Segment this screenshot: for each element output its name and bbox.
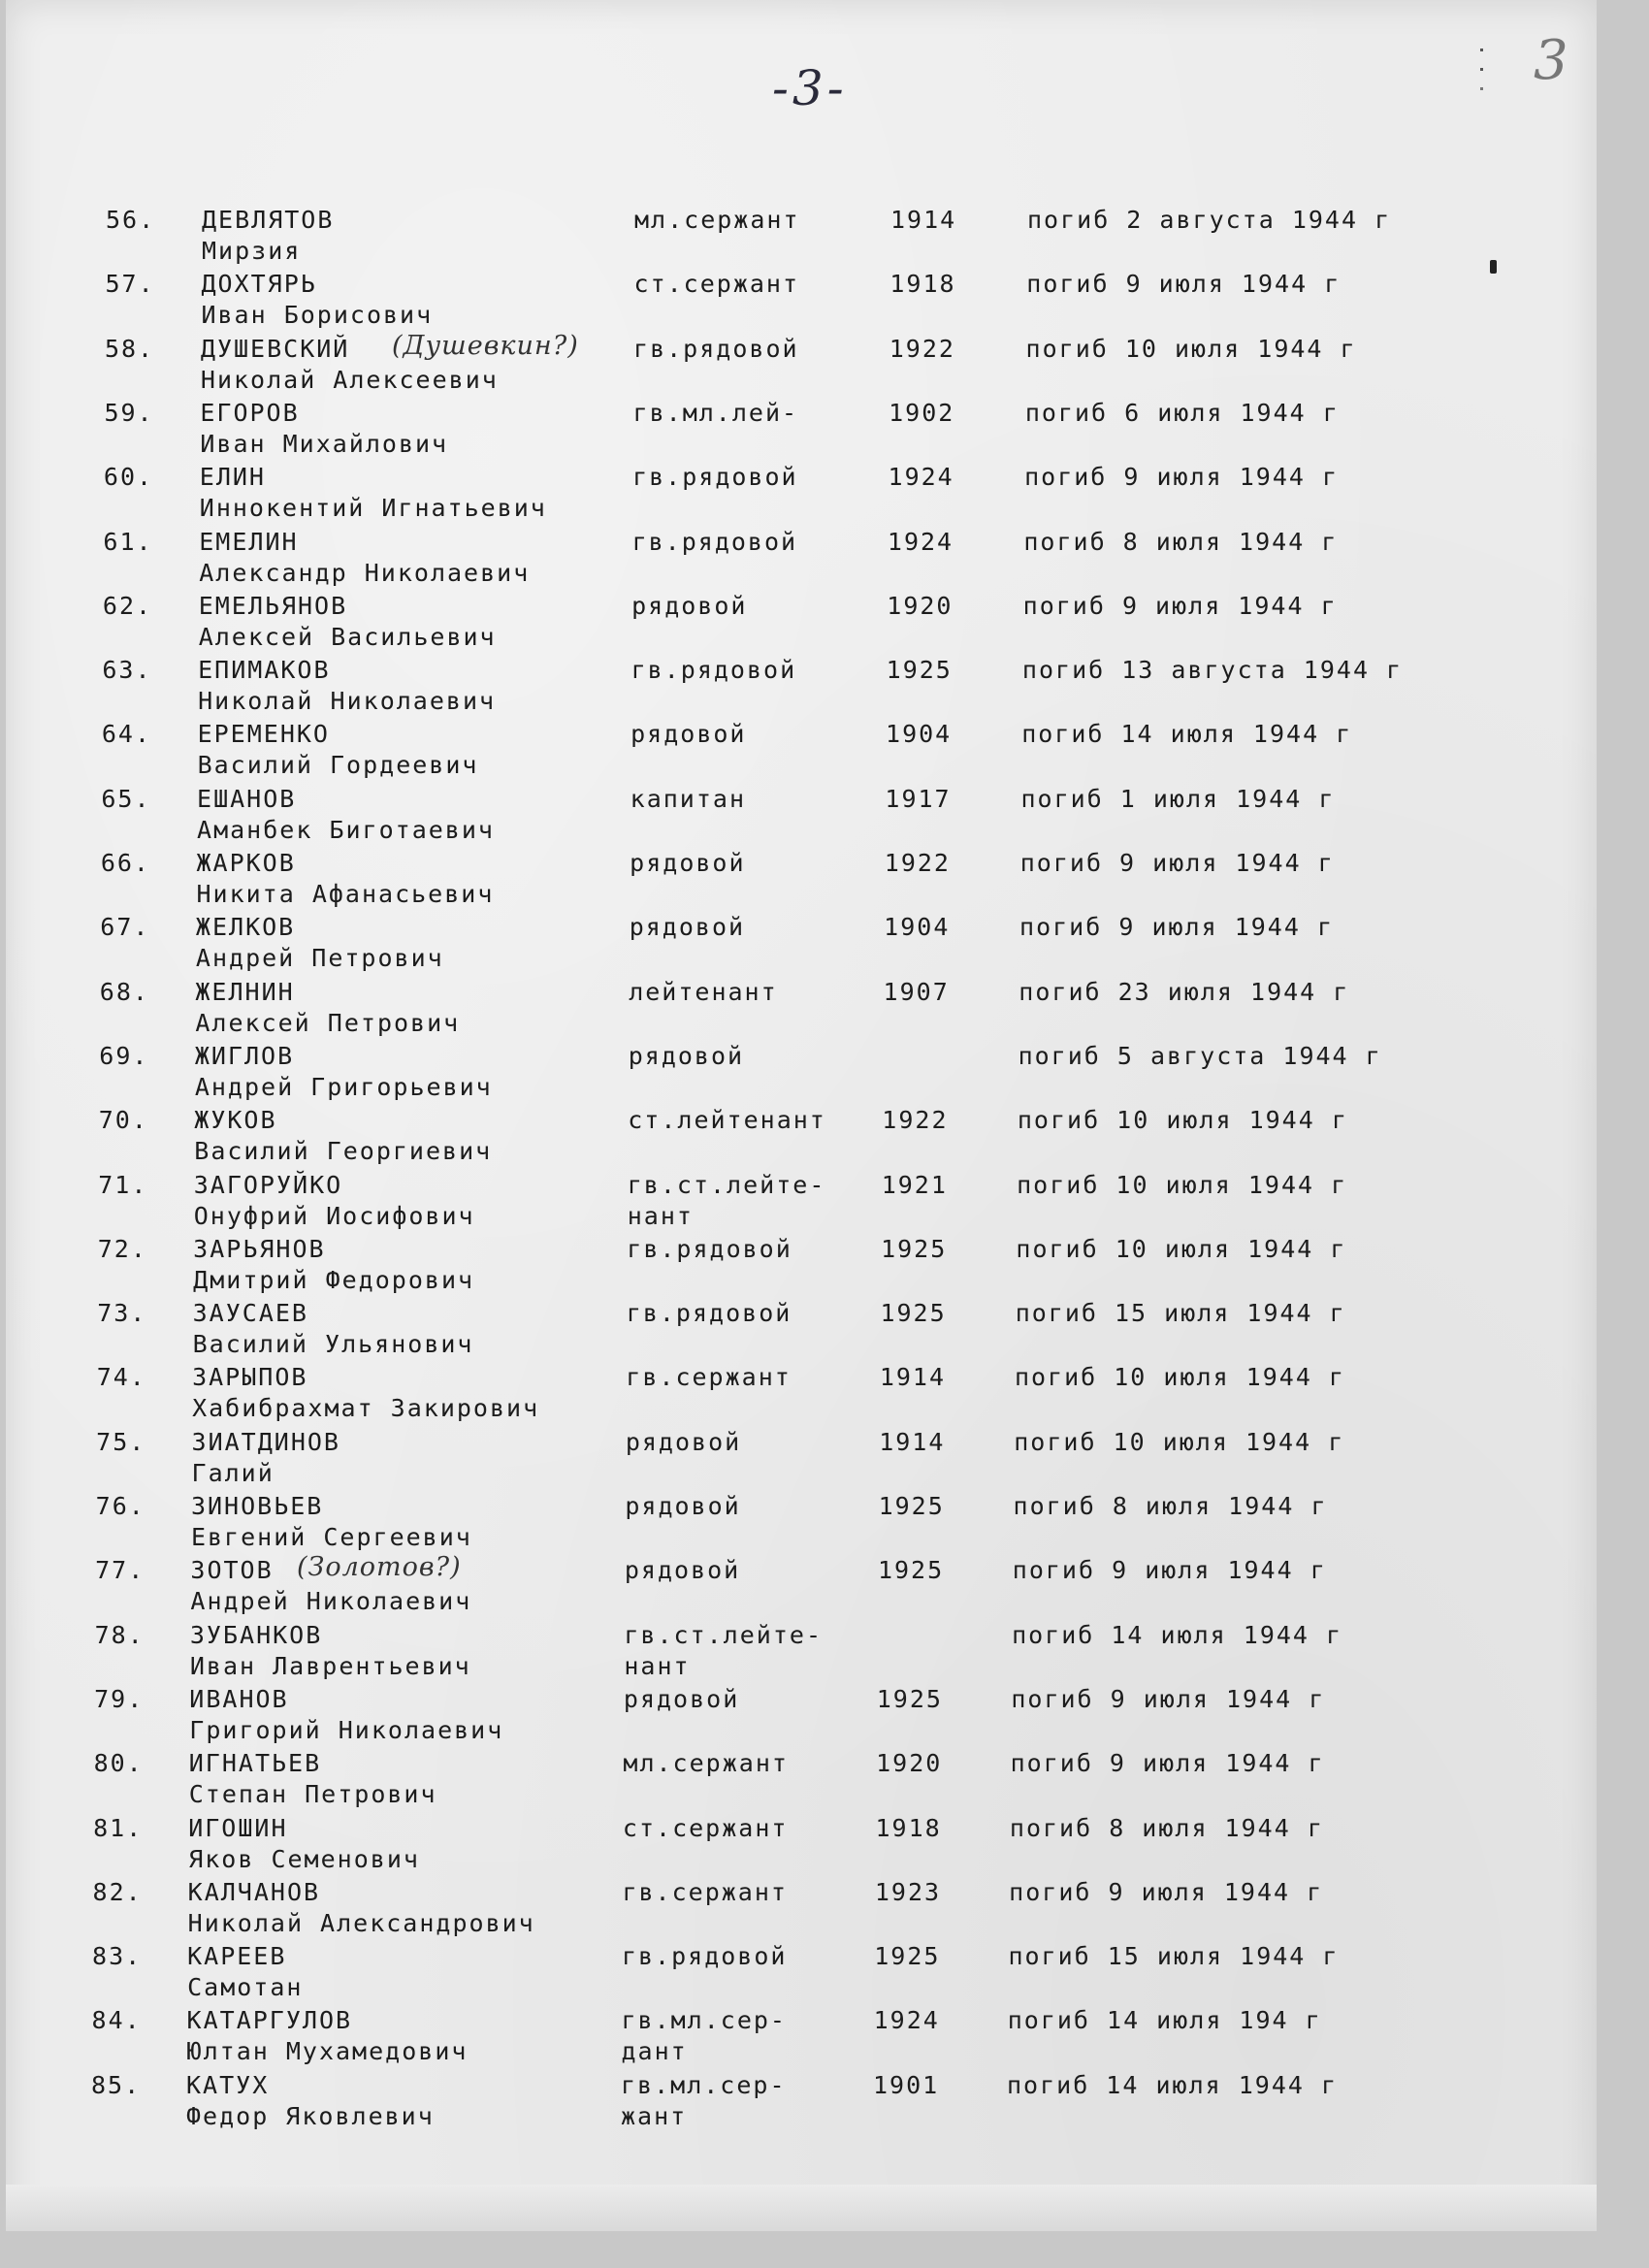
- list-item: [6, 206, 1597, 270]
- entry-year: 1922: [884, 849, 951, 877]
- page-number: -3-: [772, 60, 848, 116]
- list-item: [6, 1685, 1597, 1749]
- entry-rank: гв.ст.лейте-: [624, 1620, 823, 1649]
- entry-year: 1923: [874, 1877, 942, 1906]
- entry-year: 1925: [880, 1299, 947, 1328]
- entry-death: погиб 13 августа 1944 г: [1021, 656, 1404, 685]
- list-item: [6, 528, 1597, 592]
- entry-year: 1902: [889, 398, 955, 427]
- entry-death: погиб 9 июля 1944 г: [1019, 913, 1335, 942]
- entry-rank: мл.сержант: [623, 1749, 789, 1778]
- entry-num: 66.: [100, 849, 150, 877]
- entry-surname: ЗУБАНКОВ: [189, 1620, 323, 1649]
- entry-surname: ЕПИМАКОВ: [198, 656, 331, 685]
- entry-year: 1907: [883, 977, 950, 1006]
- entry-given: Александр Николаевич: [199, 558, 531, 587]
- list-item: [6, 1363, 1597, 1427]
- list-item: [6, 330, 1597, 399]
- list-item: [6, 1106, 1597, 1170]
- entry-death: погиб 9 июля 1944 г: [1010, 1749, 1325, 1778]
- entry-num: 62.: [102, 591, 153, 620]
- list-item: [6, 1042, 1597, 1106]
- entry-death: погиб 6 июля 1944 г: [1024, 398, 1340, 427]
- entry-death: погиб 1 июля 1944 г: [1020, 784, 1336, 813]
- entry-surname: ДЕВЛЯТОВ: [202, 206, 335, 234]
- entry-num: 77.: [95, 1556, 146, 1585]
- entry-surname: ЗОТОВ: [190, 1556, 274, 1585]
- document-page: [6, 0, 1597, 2231]
- entry-death: погиб 8 июля 1944 г: [1013, 1492, 1328, 1520]
- entry-num: 78.: [94, 1620, 145, 1649]
- entry-surname: ИГОШИН: [188, 1813, 288, 1842]
- entry-rank2: жант: [621, 2101, 688, 2130]
- entry-num: 57.: [105, 270, 155, 299]
- entry-death: погиб 15 июля 1944 г: [1015, 1299, 1346, 1328]
- entry-surname: ЕШАНОВ: [197, 784, 297, 813]
- scan-bottom-edge: [6, 2185, 1597, 2231]
- entry-num: 64.: [101, 720, 152, 749]
- list-item: [6, 785, 1597, 849]
- entry-death: погиб 9 июля 1944 г: [1022, 591, 1338, 620]
- list-item: [6, 1878, 1597, 1942]
- entry-death: погиб 10 июля 1944 г: [1017, 1170, 1348, 1199]
- list-item: [6, 656, 1597, 720]
- entry-given: Николай Николаевич: [198, 687, 497, 716]
- entry-given: Алексей Петрович: [195, 1008, 461, 1037]
- entry-given: Онуфрий Иосифович: [193, 1201, 475, 1230]
- entry-given: Иван Лаврентьевич: [189, 1651, 471, 1680]
- entry-rank: лейтенант: [629, 977, 778, 1006]
- list-item: [6, 1814, 1597, 1878]
- entry-surname: ЖЕЛКОВ: [195, 913, 296, 942]
- entry-given: Иван Михайлович: [200, 429, 449, 458]
- entry-given: Василий Георгиевич: [194, 1137, 493, 1166]
- entry-given: Федор Яковлевич: [186, 2101, 435, 2130]
- entry-death: погиб 23 июля 1944 г: [1018, 977, 1350, 1006]
- entry-given: Василий Гордеевич: [197, 751, 479, 780]
- list-item: [6, 1492, 1597, 1556]
- entry-death: погиб 10 июля 1944 г: [1017, 1106, 1348, 1135]
- entry-surname: ЗИНОВЬЕВ: [190, 1492, 324, 1520]
- entry-num: 82.: [92, 1877, 143, 1906]
- entry-death: погиб 14 июля 1944 г: [1021, 720, 1353, 749]
- entry-death: погиб 14 июля 1944 г: [1007, 2070, 1339, 2099]
- entry-death: погиб 14 июля 1944 г: [1012, 1620, 1343, 1649]
- entry-num: 73.: [97, 1299, 147, 1328]
- entry-year: 1922: [889, 334, 955, 363]
- list-item: [6, 1299, 1597, 1363]
- entry-death: погиб 10 июля 1944 г: [1025, 334, 1357, 363]
- entry-surname: КАТУХ: [186, 2070, 270, 2099]
- entry-death: погиб 9 июля 1944 г: [1019, 849, 1335, 877]
- list-item: [6, 270, 1597, 334]
- entry-num: 60.: [103, 463, 154, 492]
- entry-rank: рядовой: [631, 591, 748, 620]
- entry-year: 1901: [873, 2070, 940, 2099]
- entry-num: 56.: [106, 206, 156, 234]
- list-item: [6, 592, 1597, 656]
- entry-rank: гв.сержант: [626, 1363, 792, 1392]
- entry-num: 81.: [93, 1813, 144, 1842]
- entry-given: Дмитрий Федорович: [193, 1265, 475, 1294]
- entry-num: 85.: [91, 2070, 142, 2099]
- entry-rank: рядовой: [625, 1492, 741, 1520]
- entry-num: 65.: [101, 784, 151, 813]
- entry-surname: КАРЕЕВ: [187, 1942, 287, 1971]
- entry-num: 59.: [104, 398, 154, 427]
- entry-surname: ЕЛИН: [199, 463, 266, 492]
- entry-death: погиб 2 августа 1944 г: [1027, 206, 1392, 234]
- entry-rank: рядовой: [630, 720, 747, 749]
- entry-given: Мирзия: [202, 237, 302, 265]
- entry-year: 1925: [877, 1556, 945, 1585]
- entry-surname: ЗАГОРУЙКО: [193, 1170, 343, 1199]
- entry-num: 68.: [99, 977, 149, 1006]
- entry-given: Николай Александрович: [187, 1908, 535, 1937]
- entry-death: погиб 10 июля 1944 г: [1016, 1234, 1347, 1263]
- entry-num: 83.: [92, 1942, 143, 1971]
- list-item: [6, 978, 1597, 1042]
- entry-surname: ДОХТЯРЬ: [201, 270, 317, 299]
- entry-given: Андрей Петрович: [195, 944, 444, 973]
- entry-surname: ЕМЕЛИН: [199, 527, 299, 556]
- entry-surname: ЕРЕМЕНКО: [197, 720, 330, 749]
- entry-given: Алексей Васильевич: [198, 622, 497, 651]
- list-item: [6, 399, 1597, 463]
- entry-surname: ЖАРКОВ: [196, 849, 296, 877]
- entry-surname: ЗАРЬЯНОВ: [193, 1234, 326, 1263]
- corner-page-mark: 3: [1534, 29, 1568, 92]
- list-item: [6, 1235, 1597, 1299]
- entry-surname: ИГНАТЬЕВ: [188, 1749, 322, 1778]
- entry-surname: ЗАУСАЕВ: [192, 1299, 308, 1328]
- list-item: [6, 849, 1597, 913]
- entry-surname: КАТАРГУЛОВ: [186, 2006, 353, 2035]
- entry-rank: гв.рядовой: [632, 463, 798, 492]
- entry-year: 1914: [890, 206, 957, 234]
- entry-rank: гв.рядовой: [633, 334, 799, 363]
- entry-year: 1920: [876, 1749, 943, 1778]
- entry-year: 1904: [886, 720, 953, 749]
- entry-rank: гв.рядовой: [630, 656, 797, 685]
- entry-given: Никита Афанасьевич: [196, 880, 495, 908]
- scan-specks: [1480, 49, 1483, 51]
- handwritten-note: (Душевкин?): [392, 330, 579, 361]
- entry-year: 1918: [875, 1813, 942, 1842]
- entry-rank: гв.рядовой: [631, 527, 798, 556]
- entry-rank: гв.сержант: [622, 1877, 788, 1906]
- entry-given: Яков Семенович: [188, 1844, 420, 1873]
- entry-num: 76.: [95, 1492, 146, 1520]
- entry-rank: ст.сержант: [633, 270, 800, 299]
- entry-death: погиб 15 июля 1944 г: [1008, 1942, 1340, 1971]
- entry-year: 1924: [873, 2006, 940, 2035]
- list-item: [6, 1942, 1597, 2006]
- entry-rank: гв.мл.сер-: [621, 2006, 787, 2035]
- entry-death: погиб 9 июля 1944 г: [1024, 463, 1340, 492]
- entry-num: 63.: [102, 656, 152, 685]
- handwritten-note: (Золотов?): [297, 1552, 462, 1583]
- entry-rank: рядовой: [625, 1427, 742, 1456]
- entry-year: 1925: [878, 1492, 945, 1520]
- entry-year: 1922: [882, 1106, 949, 1135]
- entry-death: погиб 9 июля 1944 г: [1011, 1684, 1326, 1713]
- entry-year: 1904: [884, 913, 951, 942]
- entry-surname: ДУШЕВСКИЙ: [200, 334, 350, 363]
- entry-rank: гв.рядовой: [627, 1234, 792, 1263]
- entry-year: 1920: [887, 591, 954, 620]
- list-item: [6, 1552, 1597, 1620]
- entry-death: погиб 14 июля 194 г: [1007, 2006, 1322, 2035]
- list-item: [6, 1171, 1597, 1235]
- entry-given: Николай Алексеевич: [200, 365, 499, 394]
- entry-given: Андрей Григорьевич: [194, 1072, 493, 1101]
- list-item: [6, 913, 1597, 977]
- entry-surname: ИВАНОВ: [189, 1684, 289, 1713]
- list-item: [6, 1428, 1597, 1492]
- entry-rank2: дант: [621, 2037, 688, 2066]
- entry-rank2: нант: [624, 1651, 691, 1680]
- entry-year: 1918: [889, 270, 956, 299]
- entry-death: погиб 9 июля 1944 г: [1009, 1877, 1324, 1906]
- entry-year: 1924: [887, 527, 954, 556]
- entry-num: 70.: [98, 1106, 148, 1135]
- entry-num: 69.: [99, 1041, 149, 1070]
- entry-rank: гв.рядовой: [621, 1942, 788, 1971]
- list-item: [6, 2071, 1597, 2135]
- entry-num: 75.: [96, 1427, 146, 1456]
- entry-rank: мл.сержант: [634, 206, 800, 234]
- entry-given: Хабибрахмат Закирович: [192, 1394, 540, 1423]
- entry-year: 1921: [881, 1170, 948, 1199]
- entry-rank: гв.рядовой: [626, 1299, 792, 1328]
- entry-death: погиб 8 июля 1944 г: [1023, 527, 1339, 556]
- entry-given: Иван Борисович: [201, 301, 434, 330]
- entry-given: Степан Петрович: [188, 1780, 437, 1809]
- entry-surname: ЕГОРОВ: [200, 398, 300, 427]
- entry-num: 71.: [98, 1170, 148, 1199]
- entry-given: Василий Ульянович: [192, 1330, 474, 1359]
- entry-rank: рядовой: [629, 913, 746, 942]
- entry-surname: ЖИГЛОВ: [194, 1041, 295, 1070]
- entry-given: Галий: [191, 1458, 275, 1487]
- entry-rank: гв.ст.лейте-: [627, 1170, 826, 1199]
- entry-rank: гв.мл.лей-: [632, 398, 799, 427]
- entry-rank: ст.лейтенант: [628, 1106, 826, 1135]
- entry-death: погиб 10 июля 1944 г: [1014, 1363, 1345, 1392]
- entry-num: 74.: [96, 1363, 146, 1392]
- entry-death: погиб 10 июля 1944 г: [1014, 1427, 1345, 1456]
- entry-given: Аманбек Биготаевич: [197, 815, 495, 844]
- entry-surname: ЖУКОВ: [194, 1106, 277, 1135]
- entry-given: Андрей Николаевич: [190, 1587, 472, 1616]
- entry-surname: ЗИАТДИНОВ: [191, 1427, 340, 1456]
- entry-year: 1925: [874, 1942, 941, 1971]
- entry-num: 72.: [97, 1234, 147, 1263]
- list-item: [6, 1749, 1597, 1813]
- entry-surname: КАЛЧАНОВ: [187, 1877, 321, 1906]
- entry-death: погиб 9 июля 1944 г: [1026, 270, 1342, 299]
- entry-year: 1917: [885, 784, 952, 813]
- list-item: [6, 1621, 1597, 1685]
- entry-given: Григорий Николаевич: [189, 1715, 504, 1744]
- entry-death: погиб 5 августа 1944 г: [1018, 1041, 1382, 1070]
- entry-rank: рядовой: [630, 849, 746, 877]
- entry-year: 1925: [881, 1234, 948, 1263]
- entry-year: 1914: [879, 1363, 947, 1392]
- list-item: [6, 2006, 1597, 2070]
- entry-given: Иннокентий Игнатьевич: [199, 494, 547, 523]
- entry-num: 67.: [100, 913, 150, 942]
- entry-year: 1925: [886, 656, 953, 685]
- entry-rank: рядовой: [624, 1556, 741, 1585]
- entry-rank: рядовой: [628, 1041, 745, 1070]
- entry-rank: рядовой: [623, 1684, 740, 1713]
- entry-year: 1925: [876, 1684, 943, 1713]
- entry-death: погиб 8 июля 1944 г: [1009, 1813, 1324, 1842]
- entry-num: 84.: [91, 2006, 142, 2035]
- entry-given: Юлтан Мухамедович: [186, 2037, 469, 2066]
- entry-rank: капитан: [630, 784, 746, 813]
- entry-given: Евгений Сергеевич: [190, 1523, 472, 1551]
- entry-year: 1914: [879, 1427, 946, 1456]
- entry-rank: ст.сержант: [622, 1813, 789, 1842]
- entry-rank2: нант: [627, 1201, 694, 1230]
- list-item: [6, 720, 1597, 784]
- entry-given: Самотан: [187, 1973, 304, 2002]
- entry-surname: ЗАРЫПОВ: [192, 1363, 308, 1392]
- entry-num: 58.: [104, 334, 155, 363]
- list-item: [6, 463, 1597, 527]
- entry-rank: гв.мл.сер-: [621, 2070, 787, 2099]
- entry-surname: ЖЕЛНИН: [195, 977, 295, 1006]
- entry-surname: ЕМЕЛЬЯНОВ: [198, 591, 348, 620]
- entry-death: погиб 9 июля 1944 г: [1012, 1556, 1327, 1585]
- entry-year: 1924: [888, 463, 954, 492]
- entry-num: 80.: [93, 1749, 144, 1778]
- entry-num: 79.: [94, 1684, 145, 1713]
- entry-num: 61.: [103, 527, 153, 556]
